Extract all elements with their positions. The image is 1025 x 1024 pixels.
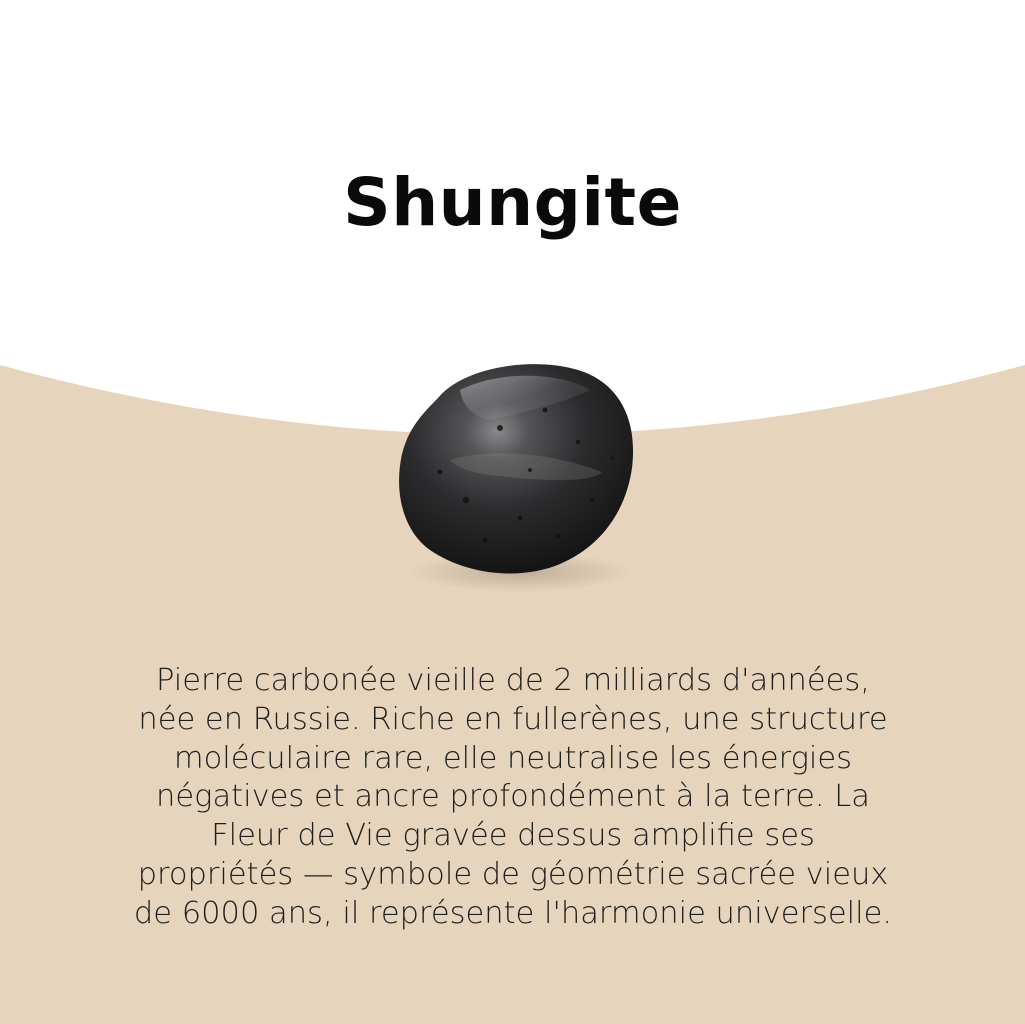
- description-line: moléculaire rare, elle neutralise les énergies: [173, 740, 853, 776]
- description-line: Fleur de Vie gravée dessus amplifie ses: [211, 818, 815, 854]
- description-line: de 6000 ans, il représente l'harmonie universelle.: [133, 895, 893, 931]
- shungite-stone-image: [380, 350, 650, 600]
- description-line: propriétés — symbole de géométrie sacrée vieux: [137, 856, 889, 892]
- description-line: née en Russie. Riche en fullerènes, une structure: [138, 701, 888, 737]
- stone-description: [92, 662, 934, 934]
- page-title: Shungite: [343, 164, 682, 242]
- description-line: Pierre carbonée vieille de 2 milliards d'années,: [156, 663, 870, 698]
- description-line: négatives et ancre profondément à la terre. La: [156, 779, 870, 815]
